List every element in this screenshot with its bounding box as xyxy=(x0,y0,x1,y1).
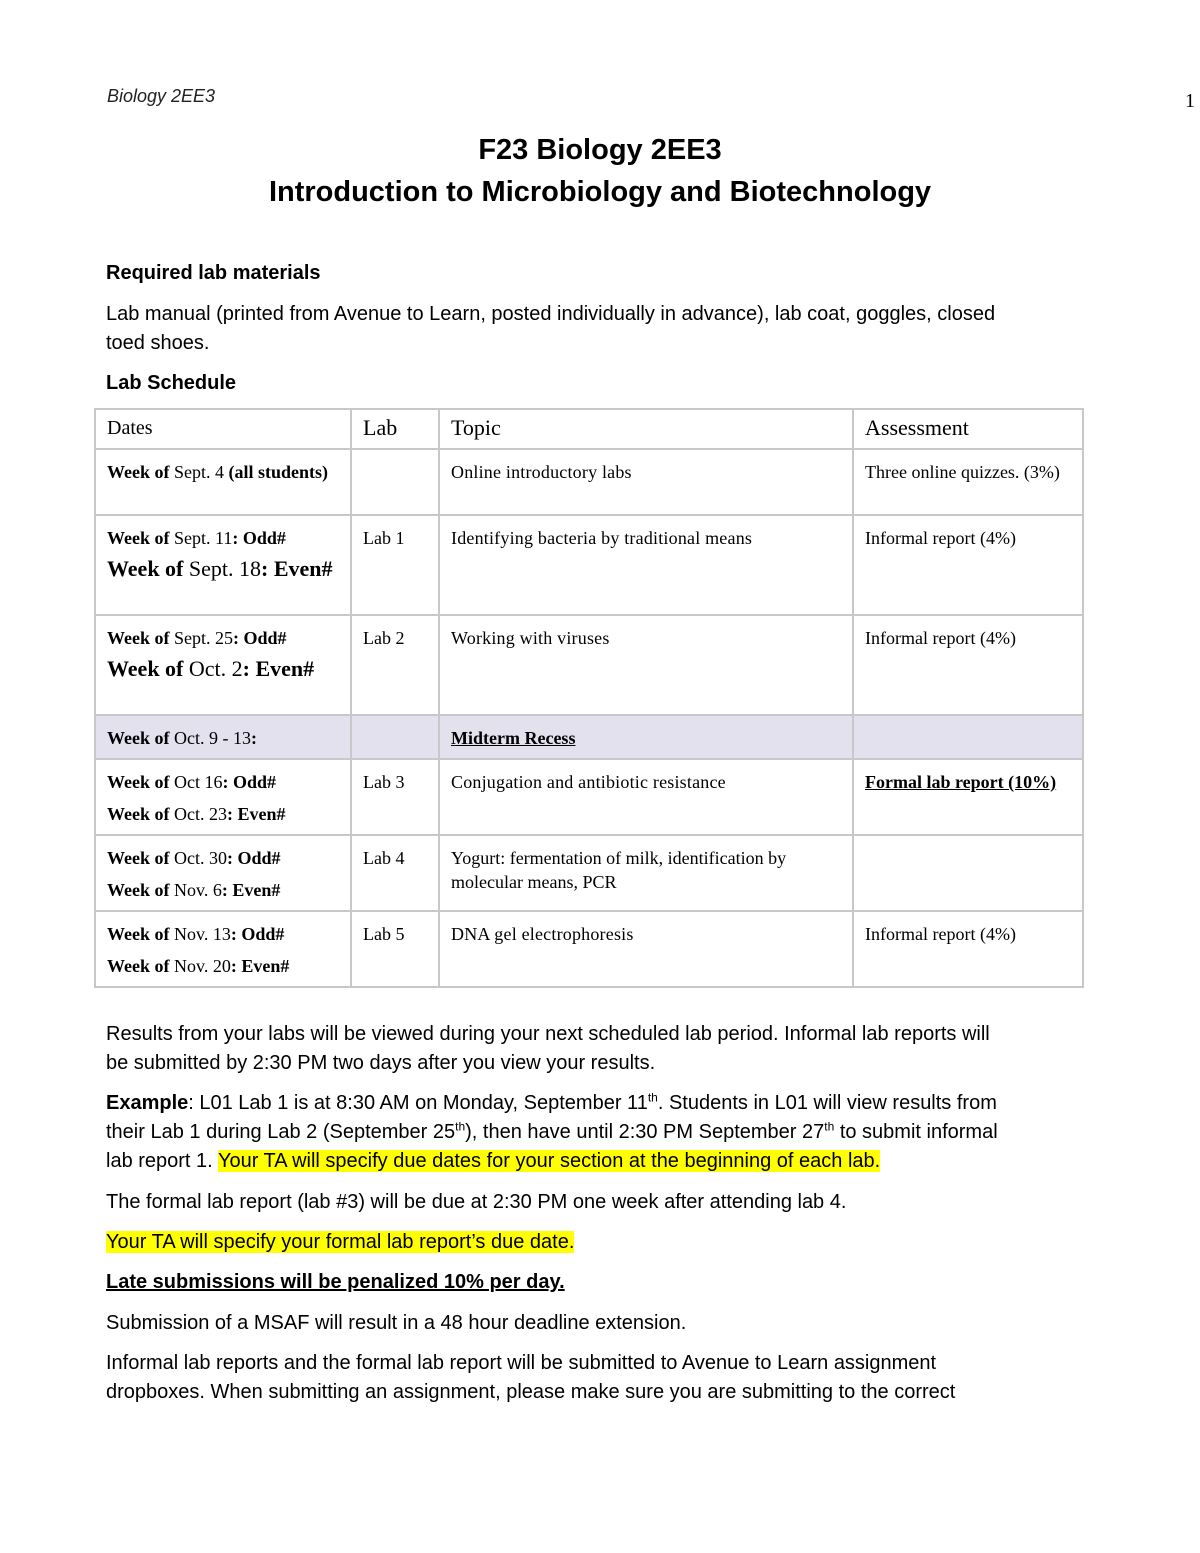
topic-cell: DNA gel electrophoresis xyxy=(439,911,853,987)
table-row xyxy=(95,515,1083,615)
topic-cell: Yogurt: fermentation of milk, identification by molecular means, PCR xyxy=(439,835,853,911)
dates-cell: Week of Sept. 25: Odd# Week of Oct. 2: Even# xyxy=(95,615,351,715)
materials-text xyxy=(106,300,1096,358)
course-subtitle: Introduction to Microbiology and Biotechnology xyxy=(268,176,932,208)
lab-cell xyxy=(351,449,439,515)
submission-line-1: Informal lab reports and the formal lab report will be submitted to Avenue to Learn assignment xyxy=(106,1352,937,1374)
late-policy: Late submissions will be penalized 10% per day. xyxy=(106,1271,565,1293)
page-number: 1 xyxy=(1185,90,1195,112)
assessment-cell: Formal lab report (10%) xyxy=(853,759,1083,835)
assessment-cell xyxy=(853,835,1083,911)
assessment-cell: Informal report (4%) xyxy=(853,515,1083,615)
table-row xyxy=(95,615,1083,715)
topic-cell: Identifying bacteria by traditional means xyxy=(439,515,853,615)
formal-ta-note: Your TA will specify your formal lab report’s due date. xyxy=(106,1231,575,1253)
topic-cell: Online introductory labs xyxy=(439,449,853,515)
topic-cell: Conjugation and antibiotic resistance xyxy=(439,759,853,835)
dates-cell: Week of Oct. 9 - 13: xyxy=(95,715,351,759)
materials-heading: Required lab materials xyxy=(106,262,321,284)
schedule-heading: Lab Schedule xyxy=(106,372,237,394)
assessment-cell: Informal report (4%) xyxy=(853,615,1083,715)
msaf-text: Submission of a MSAF will result in a 48 hour deadline extension. xyxy=(106,1312,687,1334)
materials-line-1: Lab manual (printed from Avenue to Learn, posted individually in advance), lab coat, goggles, closed xyxy=(106,303,996,325)
table-row xyxy=(95,835,1083,911)
assessment-cell xyxy=(853,715,1083,759)
topic-cell: Midterm Recess xyxy=(439,715,853,759)
dates-cell: Week of Sept. 4 (all students) xyxy=(95,449,351,515)
formal-due-text: The formal lab report (lab #3) will be due at 2:30 PM one week after attending lab 4. xyxy=(106,1191,847,1213)
dates-cell: Week of Nov. 13: Odd# Week of Nov. 20: Even# xyxy=(95,911,351,987)
example-label: Example xyxy=(106,1092,189,1114)
table-row xyxy=(95,911,1083,987)
lab-cell xyxy=(351,715,439,759)
results-line-2: be submitted by 2:30 PM two days after you view your results. xyxy=(106,1052,656,1074)
dates-cell: Week of Sept. 11: Odd# Week of Sept. 18: Even# xyxy=(95,515,351,615)
lab-cell: Lab 5 xyxy=(351,911,439,987)
table-row-recess xyxy=(95,715,1083,759)
col-header-assessment: Assessment xyxy=(853,409,1083,449)
assessment-cell: Informal report (4%) xyxy=(853,911,1083,987)
lab-cell: Lab 3 xyxy=(351,759,439,835)
lab-cell: Lab 4 xyxy=(351,835,439,911)
lab-cell: Lab 1 xyxy=(351,515,439,615)
ta-due-dates-highlight: Your TA will specify due dates for your section at the beginning of each lab. xyxy=(217,1150,881,1172)
dates-cell: Week of Oct. 30: Odd# Week of Nov. 6: Even# xyxy=(95,835,351,911)
col-header-topic: Topic xyxy=(439,409,853,449)
results-line-1: Results from your labs will be viewed during your next scheduled lab period. Informal lab reports will xyxy=(106,1023,990,1045)
table-header-row xyxy=(95,409,1083,449)
submission-paragraph xyxy=(106,1349,1096,1407)
materials-line-2: toed shoes. xyxy=(106,332,210,354)
col-header-lab: Lab xyxy=(351,409,439,449)
lab-cell: Lab 2 xyxy=(351,615,439,715)
col-header-dates: Dates xyxy=(95,409,351,449)
table-row xyxy=(95,759,1083,835)
table-row xyxy=(95,449,1083,515)
lab-schedule-table xyxy=(94,408,1084,988)
course-title: F23 Biology 2EE3 xyxy=(478,134,722,166)
submission-line-2: dropboxes. When submitting an assignment, please make sure you are submitting to the correct xyxy=(106,1381,956,1403)
topic-cell: Working with viruses xyxy=(439,615,853,715)
results-paragraph xyxy=(106,1020,1096,1078)
running-header: Biology 2EE3 xyxy=(107,86,216,106)
dates-cell: Week of Oct 16: Odd# Week of Oct. 23: Even# xyxy=(95,759,351,835)
assessment-cell: Three online quizzes. (3%) xyxy=(853,449,1083,515)
example-paragraph: Example: L01 Lab 1 is at 8:30 AM on Monday, September 11th. Students in L01 will view results from their Lab 1 during Lab 2 (September 25th), then have until 2:30 PM September 27th to submit informal lab report 1. Your TA will specify due dates for your section at the beginning of each lab. xyxy=(106,1090,998,1172)
